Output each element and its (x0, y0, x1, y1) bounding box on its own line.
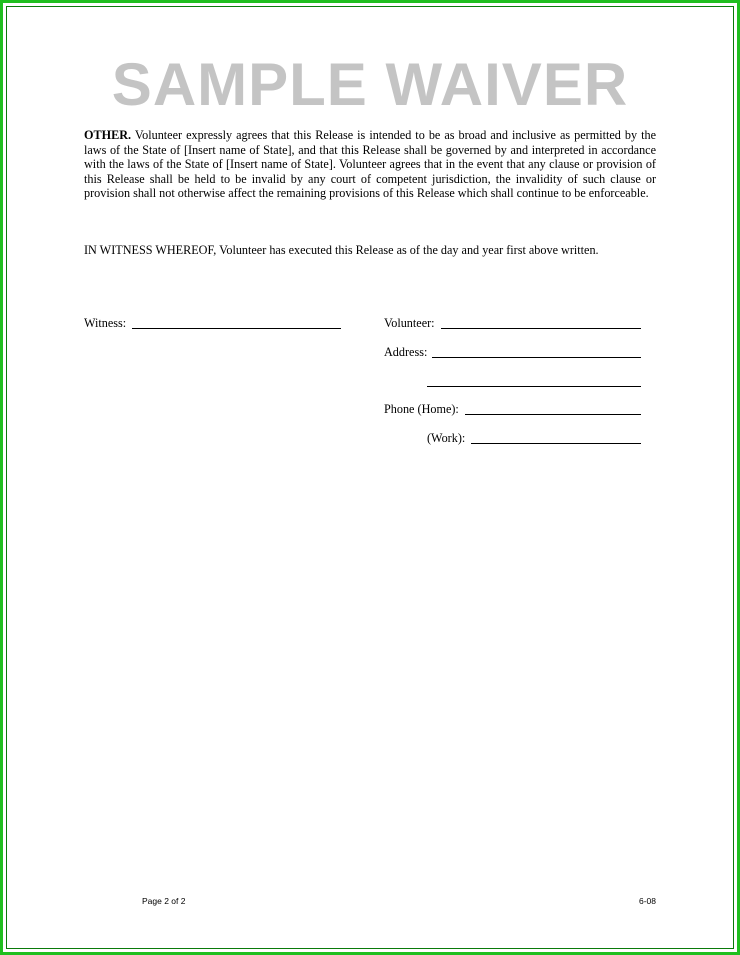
address-label: Address: (384, 345, 428, 359)
phone-home-line[interactable] (465, 414, 641, 415)
page-number: Page 2 of 2 (142, 896, 186, 906)
phone-home-label: Phone (Home): (384, 402, 459, 416)
volunteer-label: Volunteer: (384, 316, 435, 330)
volunteer-signature-line[interactable] (441, 328, 641, 329)
other-paragraph (84, 128, 656, 201)
other-heading: OTHER. (84, 128, 132, 142)
address-line-2[interactable] (427, 386, 641, 387)
witness-clause: IN WITNESS WHEREOF, Volunteer has executed this Release as of the day and year first above written. (84, 243, 599, 257)
other-body: Volunteer expressly agrees that this Release is intended to be as broad and inclusive as permitted by the laws of the State of [Insert name of State], and that this Release shall be governed by and interpreted in accordance with the laws of the State of [Insert name of State]. Volunteer agrees that in the event that any clause or provision of this Release shall be held to be invalid by any court of competent jurisdiction, the invalidity of such clause or provision shall not otherwise affect the remaining provisions of this Release which shall continue to be enforceable. (84, 128, 656, 201)
witness-label: Witness: (84, 316, 127, 330)
phone-work-line[interactable] (471, 443, 641, 444)
phone-work-label: (Work): (427, 431, 466, 445)
witness-signature-line[interactable] (132, 328, 341, 329)
form-code: 6-08 (639, 896, 657, 906)
address-line-1[interactable] (432, 357, 641, 358)
document-title: SAMPLE WAIVER (111, 51, 629, 118)
